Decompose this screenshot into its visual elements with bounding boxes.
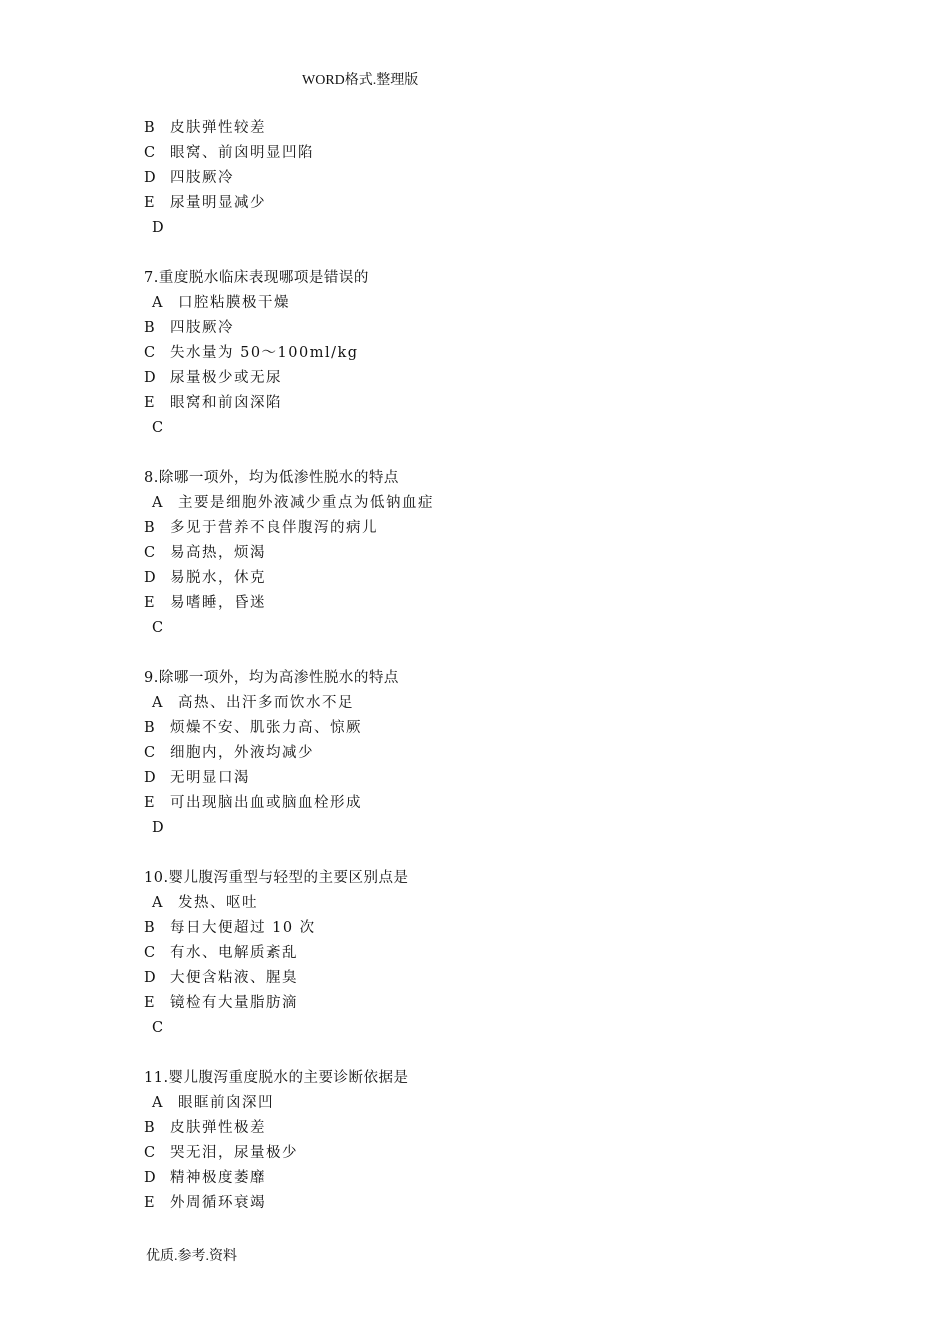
- question-8: [144, 466, 844, 641]
- option-letter: C: [144, 345, 156, 361]
- option-row: [144, 1141, 844, 1166]
- option-text: 外周循环衰竭: [170, 1195, 266, 1211]
- spacer: [144, 841, 844, 866]
- question-title: 8.除哪一项外，均为低渗性脱水的特点: [144, 470, 399, 486]
- option-row: [144, 291, 844, 316]
- option-text: 眼窝和前囟深陷: [170, 395, 282, 411]
- option-letter: A: [152, 695, 163, 711]
- option-letter: D: [144, 570, 156, 586]
- option-text: 四肢厥冷: [170, 320, 234, 336]
- option-row: [144, 1091, 844, 1116]
- option-row: [144, 566, 844, 591]
- option-text: 细胞内，外液均减少: [170, 745, 314, 761]
- option-letter: D: [144, 770, 156, 786]
- option-letter: E: [144, 195, 155, 211]
- option-letter: A: [152, 295, 163, 311]
- option-row: [144, 491, 844, 516]
- option-text: 口腔粘膜极干燥: [178, 295, 290, 311]
- option-row: [144, 966, 844, 991]
- option-row: [144, 791, 844, 816]
- option-letter: B: [144, 1120, 155, 1136]
- option-letter: D: [144, 1170, 156, 1186]
- option-letter: C: [144, 945, 156, 961]
- option-letter: C: [144, 1145, 156, 1161]
- question-title: 10.婴儿腹泻重型与轻型的主要区别点是: [144, 870, 409, 886]
- page-header: WORD格式.整理版: [302, 73, 419, 88]
- option-text: 大便含粘液、腥臭: [170, 970, 298, 986]
- option-row: [144, 191, 844, 216]
- question-title: 9.除哪一项外，均为高渗性脱水的特点: [144, 670, 399, 686]
- question-title: 7.重度脱水临床表现哪项是错误的: [144, 270, 369, 286]
- question-title: 11.婴儿腹泻重度脱水的主要诊断依据是: [144, 1070, 409, 1086]
- spacer: [144, 1041, 844, 1066]
- option-text: 易嗜睡，昏迷: [170, 595, 266, 611]
- option-text: 哭无泪，尿量极少: [170, 1145, 298, 1161]
- option-text: 四肢厥冷: [170, 170, 234, 186]
- answer-line: C: [152, 420, 164, 436]
- option-letter: C: [144, 745, 156, 761]
- option-letter: A: [152, 895, 163, 911]
- option-row: [144, 766, 844, 791]
- question-10: [144, 866, 844, 1041]
- option-letter: C: [144, 145, 156, 161]
- option-letter: D: [144, 970, 156, 986]
- answer-line: D: [152, 220, 164, 236]
- option-row: [144, 1191, 844, 1216]
- option-row: [144, 741, 844, 766]
- option-row: [144, 1116, 844, 1141]
- question-11: [144, 1066, 844, 1216]
- option-text: 有水、电解质紊乱: [170, 945, 298, 961]
- option-letter: B: [144, 720, 155, 736]
- spacer: [144, 641, 844, 666]
- option-text: 皮肤弹性极差: [170, 1120, 266, 1136]
- question-7: [144, 266, 844, 441]
- question-partial: [144, 116, 844, 241]
- answer-line: C: [152, 1020, 164, 1036]
- option-row: [144, 916, 844, 941]
- page-footer: 优质.参考.资料: [146, 1249, 237, 1264]
- option-text: 皮肤弹性较差: [170, 120, 266, 136]
- option-text: 高热、出汗多而饮水不足: [178, 695, 354, 711]
- answer-line: D: [152, 820, 164, 836]
- spacer: [144, 441, 844, 466]
- document-content: [144, 116, 844, 1216]
- option-row: [144, 716, 844, 741]
- option-text: 镜检有大量脂肪滴: [170, 995, 298, 1011]
- option-text: 每日大便超过 10 次: [170, 920, 316, 936]
- spacer: [144, 241, 844, 266]
- option-row: [144, 591, 844, 616]
- option-text: 无明显口渴: [170, 770, 250, 786]
- option-letter: E: [144, 995, 155, 1011]
- option-text: 眼眶前囟深凹: [178, 1095, 274, 1111]
- option-text: 精神极度萎靡: [170, 1170, 266, 1186]
- option-letter: E: [144, 595, 155, 611]
- option-row: [144, 941, 844, 966]
- option-letter: B: [144, 920, 155, 936]
- option-letter: B: [144, 320, 155, 336]
- option-row: [144, 391, 844, 416]
- question-9: [144, 666, 844, 841]
- option-letter: E: [144, 795, 155, 811]
- option-row: [144, 516, 844, 541]
- option-letter: B: [144, 120, 155, 136]
- option-text: 易脱水，休克: [170, 570, 266, 586]
- option-letter: C: [144, 545, 156, 561]
- option-text: 失水量为 50～100ml/kg: [170, 345, 359, 361]
- option-text: 多见于营养不良伴腹泻的病儿: [170, 520, 378, 536]
- option-letter: E: [144, 1195, 155, 1211]
- option-row: [144, 341, 844, 366]
- option-letter: B: [144, 520, 155, 536]
- option-row: [144, 141, 844, 166]
- option-text: 易高热，烦渴: [170, 545, 266, 561]
- option-text: 主要是细胞外液减少重点为低钠血症: [178, 495, 434, 511]
- option-row: [144, 891, 844, 916]
- option-letter: D: [144, 370, 156, 386]
- option-text: 尿量明显减少: [170, 195, 266, 211]
- option-letter: D: [144, 170, 156, 186]
- answer-line: C: [152, 620, 164, 636]
- option-text: 尿量极少或无尿: [170, 370, 282, 386]
- option-text: 烦燥不安、肌张力高、惊厥: [170, 720, 362, 736]
- option-text: 发热、呕吐: [178, 895, 258, 911]
- option-letter: A: [152, 1095, 163, 1111]
- option-row: [144, 991, 844, 1016]
- option-row: [144, 166, 844, 191]
- option-text: 眼窝、前囟明显凹陷: [170, 145, 314, 161]
- option-row: [144, 541, 844, 566]
- option-row: [144, 316, 844, 341]
- option-row: [144, 1166, 844, 1191]
- option-row: [144, 116, 844, 141]
- option-row: [144, 366, 844, 391]
- option-text: 可出现脑出血或脑血栓形成: [170, 795, 362, 811]
- option-letter: E: [144, 395, 155, 411]
- option-letter: A: [152, 495, 163, 511]
- option-row: [144, 691, 844, 716]
